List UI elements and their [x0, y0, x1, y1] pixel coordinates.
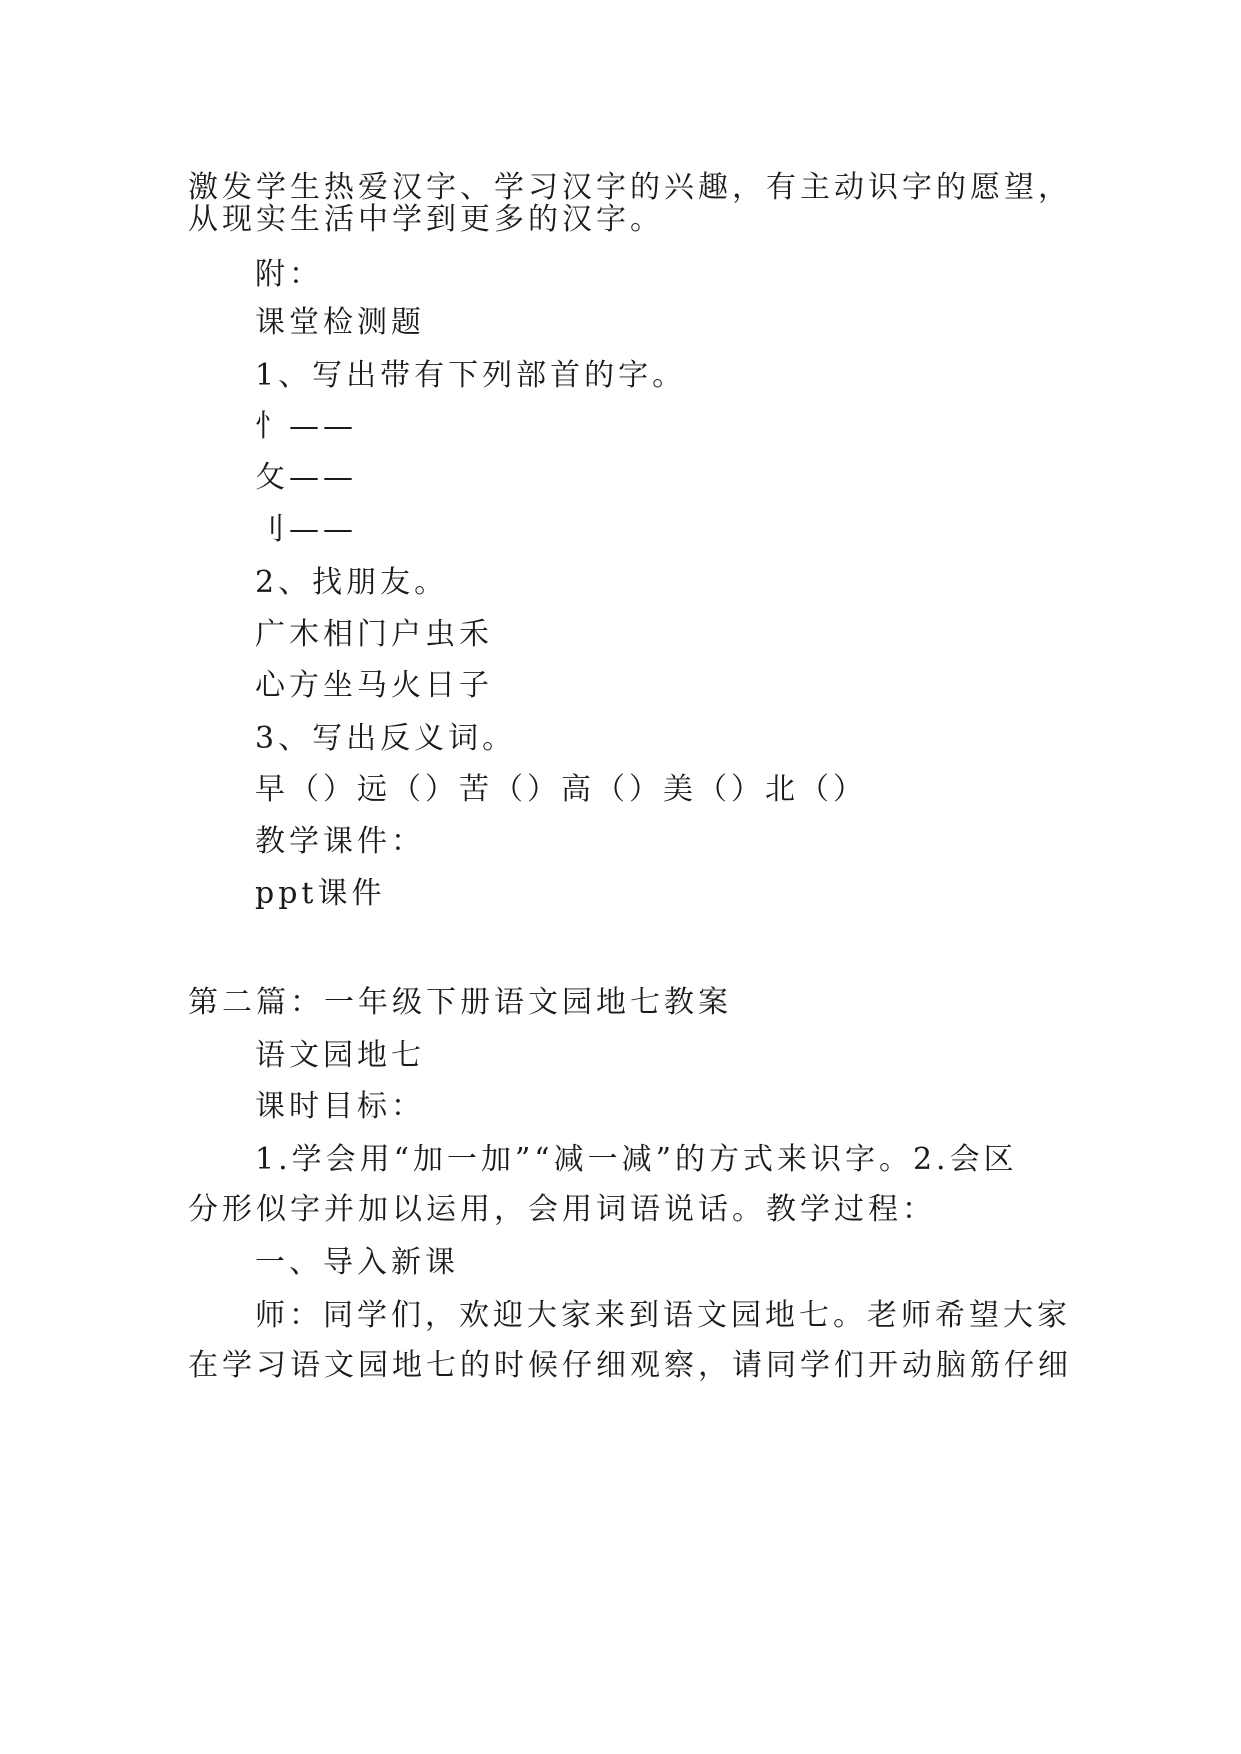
paragraph-line: 从现实生活中学到更多的汉字。 — [188, 202, 664, 237]
question-line: 1、写出带有下列部首的字。 — [255, 358, 687, 393]
paragraph-line: 附： — [255, 257, 323, 292]
paragraph-line: 激发学生热爱汉字、学习汉字的兴趣，有主动识字的愿望， — [188, 170, 1072, 205]
character-line: 心方坐马火日子 — [255, 668, 493, 703]
antonym-line: 早（）远（）苦（）高（）美（）北（） — [255, 772, 867, 807]
paragraph-line: 教学课件： — [255, 824, 425, 859]
paragraph-line: ppt课件 — [255, 876, 386, 911]
answer-line: 忄—— — [255, 409, 357, 444]
paragraph-line: 师：同学们，欢迎大家来到语文园地七。老师希望大家 — [255, 1298, 1071, 1333]
chapter-title: 第二篇：一年级下册语文园地七教案 — [188, 985, 732, 1020]
question-line: 3、写出反义词。 — [255, 721, 517, 756]
paragraph-line: 1.学会用“加一加”“减一减”的方式来识字。2.会区 — [255, 1142, 1018, 1177]
paragraph-line: 课时目标： — [255, 1089, 425, 1124]
question-line: 2、找朋友。 — [255, 565, 449, 600]
answer-line: 攵—— — [255, 460, 357, 495]
paragraph-line: 在学习语文园地七的时候仔细观察，请同学们开动脑筋仔细 — [188, 1348, 1072, 1383]
character-line: 广木相门户虫禾 — [255, 617, 493, 652]
paragraph-line: 一、导入新课 — [255, 1245, 459, 1280]
section-heading: 课堂检测题 — [255, 305, 425, 340]
answer-line: 刂—— — [255, 512, 357, 547]
lesson-title: 语文园地七 — [255, 1038, 425, 1073]
paragraph-line: 分形似字并加以运用，会用词语说话。教学过程： — [188, 1192, 936, 1227]
